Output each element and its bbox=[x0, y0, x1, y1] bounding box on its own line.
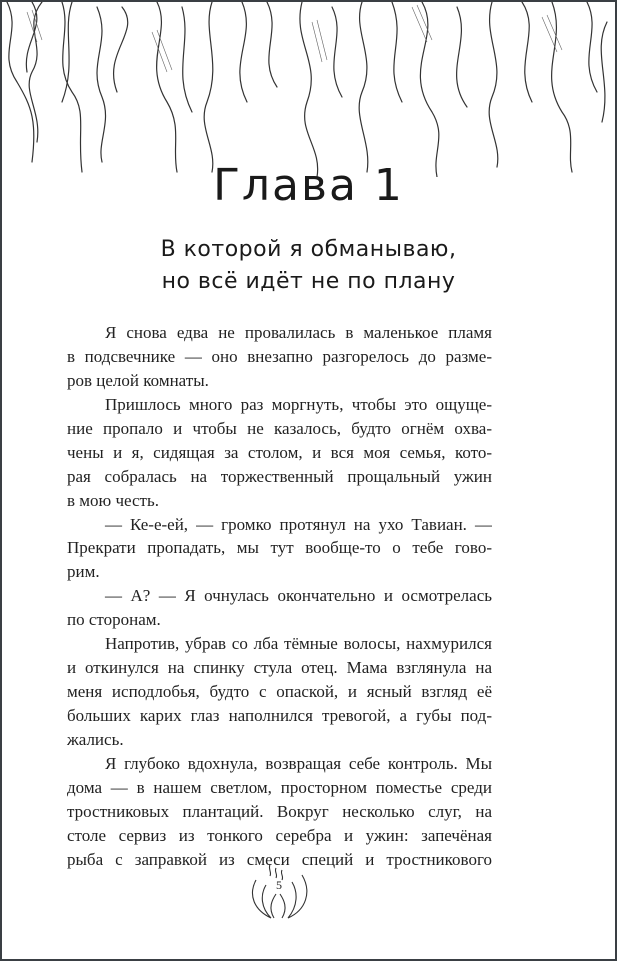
text-line: и откинулся на спинку стула отец. Мама взглянула на bbox=[67, 658, 492, 678]
text-line: тростниковых плантаций. Вокруг несколько слуг, на bbox=[67, 801, 492, 821]
text-line: ров целой комнаты. bbox=[67, 370, 209, 390]
text-line: рим. bbox=[67, 562, 100, 582]
text-line: — Ке-е-ей, — громко протянул на ухо Тавиан. — bbox=[105, 514, 492, 534]
subtitle-line: В которой я обманываю, bbox=[160, 237, 457, 262]
text-line: ние пропало и чтобы не казалось, будто огнём охва- bbox=[67, 418, 492, 438]
text-line: жались. bbox=[67, 729, 124, 749]
text-line: Пришлось много раз моргнуть, чтобы это ощуще- bbox=[105, 394, 492, 414]
text-line: Я глубоко вдохнула, возвращая себе контроль. Мы bbox=[105, 753, 492, 773]
flames-illustration bbox=[2, 2, 615, 177]
text-line: по сторонам. bbox=[67, 610, 161, 630]
text-line: — А? — Я очнулась окончательно и осмотрелась bbox=[105, 586, 492, 606]
page-number: 5 bbox=[276, 878, 282, 892]
text-line: Напротив, убрав со лба тёмные волосы, нахмурился bbox=[105, 634, 492, 654]
body-text bbox=[67, 321, 492, 872]
text-line: меня исподлобья, будто с опаской, и ясный взгляд её bbox=[67, 682, 492, 702]
text-line: в подсвечнике — оно внезапно разгорелось до разме- bbox=[67, 346, 492, 366]
text-line: Я снова едва не провалилась в маленькое пламя bbox=[105, 323, 492, 342]
text-line: рая собралась на торжественный прощальный ужин bbox=[67, 466, 492, 486]
text-line: больших карих глаз наполнился тревогой, а губы под- bbox=[67, 706, 492, 725]
chapter-title: Глава 1 bbox=[213, 160, 404, 211]
chapter-subtitle bbox=[0, 234, 617, 298]
text-line: дома — в нашем светлом, просторном поместье среди bbox=[67, 777, 492, 797]
text-line: чены и я, сидящая за столом, и вся моя семья, кото- bbox=[67, 442, 492, 462]
page-folio bbox=[246, 860, 312, 922]
text-line: рыба с заправкой из смеси специй и тростникового bbox=[67, 849, 492, 869]
subtitle-line: но всё идёт не по плану bbox=[161, 269, 456, 294]
text-line: в мою честь. bbox=[67, 490, 159, 510]
text-line: столе сервиз из тонкого серебра и ужин: запечёная bbox=[67, 825, 492, 845]
text-line: Прекрати пропадать, мы тут вообще-то о тебе гово- bbox=[67, 538, 492, 558]
